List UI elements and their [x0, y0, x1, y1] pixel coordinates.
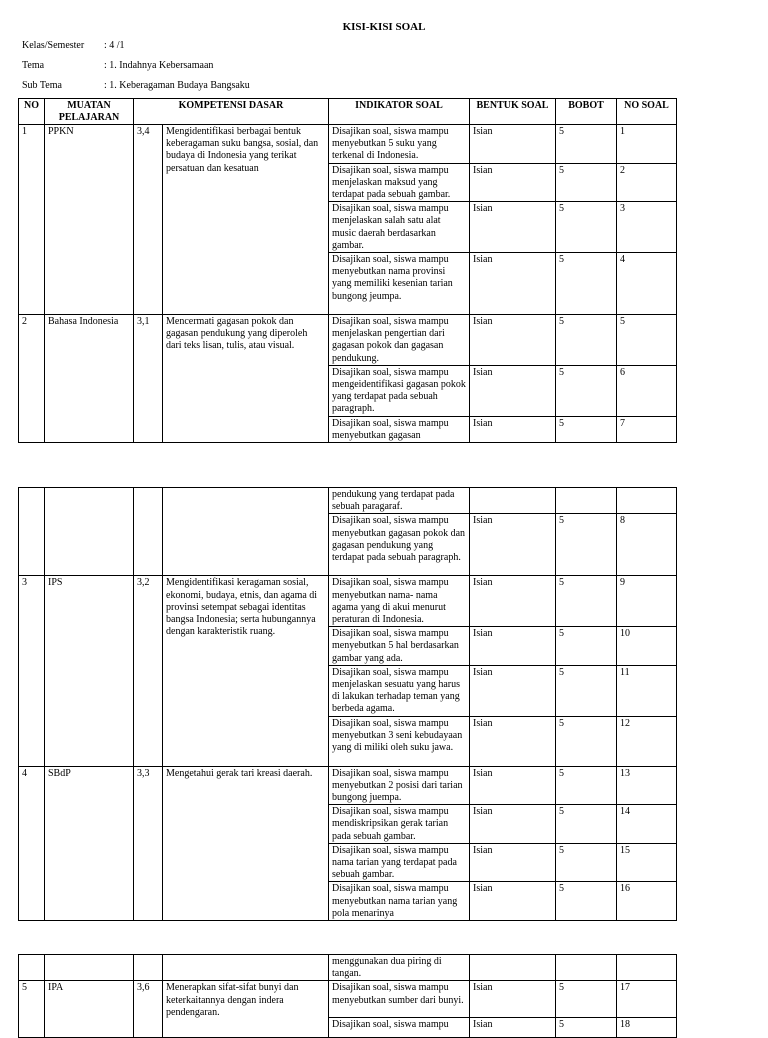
cell-no-soal: 15 — [617, 843, 677, 882]
cell-no-soal: 11 — [617, 665, 677, 716]
cell-indikator-soal: Disajikan soal, siswa mampu — [329, 1018, 470, 1038]
cell-no — [19, 955, 45, 981]
header-kompetensi-dasar: KOMPETENSI DASAR — [134, 99, 329, 125]
cell-bentuk-soal: Isian — [470, 253, 556, 315]
meta-value: : 4 /1 — [104, 40, 125, 51]
kisi-kisi-table-part-2 — [18, 487, 677, 921]
cell-indikator-soal: Disajikan soal, siswa mampu menjelaskan sesuatu yang harus di lakukan terhadap teman yang berbeda agama. — [329, 665, 470, 716]
meta-kelas-semester — [22, 40, 125, 52]
header-muatan-pelajaran — [45, 99, 134, 125]
cell-bentuk-soal: Isian — [470, 315, 556, 366]
cell-bobot: 5 — [556, 843, 617, 882]
cell-indikator-soal: Disajikan soal, siswa mampu menjelaskan pengertian dari gagasan pokok dan gagasan pendukung. — [329, 315, 470, 366]
cell-bobot: 5 — [556, 716, 617, 766]
table-row — [19, 315, 677, 366]
cell-indikator-soal: Disajikan soal, siswa mampu menyebutkan 3 seni kebudayaan yang di miliki oleh suku jawa. — [329, 716, 470, 766]
cell-no-soal: 2 — [617, 163, 677, 202]
cell-indikator-soal: Disajikan soal, siswa mampu mendiskripsikan gerak tarian pada sebuah gambar. — [329, 805, 470, 844]
cell-bobot: 5 — [556, 315, 617, 366]
cell-kd-number: 3,6 — [134, 981, 163, 1038]
header-no: NO — [19, 99, 45, 125]
cell-indikator-soal: Disajikan soal, siswa mampu nama tarian yang terdapat pada sebuah gambar. — [329, 843, 470, 882]
cell-indikator-soal: Disajikan soal, siswa mampu menyebutkan nama- nama agama yang di akui menurut peraturan di Indonesia. — [329, 576, 470, 627]
cell-no: 2 — [19, 315, 45, 443]
cell-kd-number: 3,4 — [134, 125, 163, 315]
cell-indikator-soal: Disajikan soal, siswa mampu menyebutkan sumber dari bunyi. — [329, 981, 470, 1018]
document-title: KISI-KISI SOAL — [342, 21, 426, 33]
cell-bentuk-soal: Isian — [470, 843, 556, 882]
header-muatan-line-1: MUATAN — [67, 100, 111, 111]
cell-bobot: 5 — [556, 882, 617, 921]
cell-no: 1 — [19, 125, 45, 315]
cell-indikator-soal: Disajikan soal, siswa mampu menyebutkan 5 hal berdasarkan gambar yang ada. — [329, 627, 470, 666]
header-no-soal: NO SOAL — [617, 99, 677, 125]
cell-muatan-pelajaran — [45, 488, 134, 576]
cell-no-soal: 18 — [617, 1018, 677, 1038]
cell-bobot: 5 — [556, 163, 617, 202]
cell-bobot: 5 — [556, 125, 617, 164]
table-body — [19, 488, 677, 921]
cell-bobot: 5 — [556, 627, 617, 666]
table-header-row — [19, 99, 677, 125]
cell-kd-number: 3,1 — [134, 315, 163, 443]
table-row — [19, 766, 677, 805]
cell-bobot: 5 — [556, 1018, 617, 1038]
meta-tema — [22, 60, 213, 72]
cell-indikator-soal: Disajikan soal, siswa mampu menyebutkan gagasan pokok dan gagasan pendukung yang terdapat pada sebuah paragraph. — [329, 514, 470, 576]
cell-bentuk-soal: Isian — [470, 416, 556, 442]
cell-bentuk-soal: Isian — [470, 514, 556, 576]
cell-bentuk-soal: Isian — [470, 981, 556, 1018]
cell-muatan-pelajaran: PPKN — [45, 125, 134, 315]
cell-bobot: 5 — [556, 416, 617, 442]
header-muatan-line-2: PELAJARAN — [58, 111, 120, 123]
cell-muatan-pelajaran: IPA — [45, 981, 134, 1038]
cell-no-soal: 14 — [617, 805, 677, 844]
cell-no-soal: 13 — [617, 766, 677, 805]
cell-indikator-soal: pendukung yang terdapat pada sebuah paragaraf. — [329, 488, 470, 514]
cell-bobot: 5 — [556, 805, 617, 844]
cell-bobot: 5 — [556, 514, 617, 576]
meta-value: : 1. Keberagaman Budaya Bangsaku — [104, 80, 250, 91]
header-indikator-soal: INDIKATOR SOAL — [329, 99, 470, 125]
cell-bentuk-soal — [470, 488, 556, 514]
cell-kompetensi-dasar: Mengidentifikasi berbagai bentuk keberagaman suku bangsa, sosial, dan budaya di Indonesia yang terikat persatuan dan kesatuan — [163, 125, 329, 315]
cell-kd-number — [134, 488, 163, 576]
cell-bentuk-soal: Isian — [470, 627, 556, 666]
meta-value: : 1. Indahnya Kebersamaan — [104, 60, 214, 71]
cell-indikator-soal: Disajikan soal, siswa mampu mengeidentifikasi gagasan pokok yang terdapat pada sebuah paragraph. — [329, 365, 470, 416]
cell-no-soal: 3 — [617, 202, 677, 253]
cell-bobot: 5 — [556, 665, 617, 716]
header-bentuk-soal: BENTUK SOAL — [470, 99, 556, 125]
cell-no-soal: 7 — [617, 416, 677, 442]
cell-kompetensi-dasar — [163, 955, 329, 981]
cell-bentuk-soal: Isian — [470, 163, 556, 202]
cell-bobot: 5 — [556, 981, 617, 1018]
cell-indikator-soal: Disajikan soal, siswa mampu menyebutkan 2 posisi dari tarian bungong juempa. — [329, 766, 470, 805]
cell-kompetensi-dasar: Menerapkan sifat-sifat bunyi dan keterkaitannya dengan indera pendengaran. — [163, 981, 329, 1038]
table-body — [19, 955, 677, 1038]
cell-bentuk-soal: Isian — [470, 805, 556, 844]
table-row — [19, 576, 677, 627]
cell-bobot — [556, 488, 617, 514]
cell-kd-number: 3,3 — [134, 766, 163, 920]
cell-no-soal: 16 — [617, 882, 677, 921]
table-body — [19, 125, 677, 443]
cell-no-soal: 12 — [617, 716, 677, 766]
cell-kompetensi-dasar: Mengetahui gerak tari kreasi daerah. — [163, 766, 329, 920]
cell-bentuk-soal: Isian — [470, 665, 556, 716]
meta-label: Sub Tema — [22, 80, 62, 91]
table-row — [19, 981, 677, 1018]
cell-muatan-pelajaran — [45, 955, 134, 981]
cell-no-soal: 9 — [617, 576, 677, 627]
cell-muatan-pelajaran: SBdP — [45, 766, 134, 920]
cell-bobot: 5 — [556, 576, 617, 627]
cell-kompetensi-dasar — [163, 488, 329, 576]
cell-kompetensi-dasar: Mencermati gagasan pokok dan gagasan pendukung yang diperoleh dari teks lisan, tulis, atau visual. — [163, 315, 329, 443]
cell-indikator-soal: Disajikan soal, siswa mampu menyebutkan nama provinsi yang memiliki kesenian tarian bungong jeumpa. — [329, 253, 470, 315]
cell-kompetensi-dasar: Mengidentifikasi keragaman sosial, ekonomi, budaya, etnis, dan agama di provinsi setempat sebagai identitas bangsa Indonesia; serta hubungannya dengan karakteristik ruang. — [163, 576, 329, 766]
cell-no-soal — [617, 488, 677, 514]
cell-bentuk-soal: Isian — [470, 202, 556, 253]
header-bobot: BOBOT — [556, 99, 617, 125]
cell-indikator-soal: Disajikan soal, siswa mampu menyebutkan nama tarian yang pola menarinya — [329, 882, 470, 921]
cell-no: 3 — [19, 576, 45, 766]
cell-indikator-soal: Disajikan soal, siswa mampu menyebutkan gagasan — [329, 416, 470, 442]
cell-indikator-soal: Disajikan soal, siswa mampu menjelaskan salah satu alat music daerah berdasarkan gambar. — [329, 202, 470, 253]
cell-no-soal: 5 — [617, 315, 677, 366]
cell-bentuk-soal: Isian — [470, 882, 556, 921]
meta-sub-tema — [22, 80, 250, 92]
cell-no-soal — [617, 955, 677, 981]
table-row — [19, 125, 677, 164]
table-row — [19, 488, 677, 514]
meta-label: Kelas/Semester — [22, 40, 85, 51]
cell-no-soal: 6 — [617, 365, 677, 416]
cell-no-soal: 17 — [617, 981, 677, 1018]
cell-indikator-soal: Disajikan soal, siswa mampu menyebutkan 5 suku yang terkenal di Indonesia. — [329, 125, 470, 164]
cell-no-soal: 4 — [617, 253, 677, 315]
cell-bentuk-soal: Isian — [470, 365, 556, 416]
cell-no — [19, 488, 45, 576]
cell-kd-number: 3,2 — [134, 576, 163, 766]
cell-bobot: 5 — [556, 202, 617, 253]
table-row — [19, 955, 677, 981]
cell-bobot: 5 — [556, 253, 617, 315]
cell-muatan-pelajaran: Bahasa Indonesia — [45, 315, 134, 443]
cell-bentuk-soal: Isian — [470, 1018, 556, 1038]
cell-bentuk-soal — [470, 955, 556, 981]
cell-no-soal: 1 — [617, 125, 677, 164]
cell-no: 4 — [19, 766, 45, 920]
cell-indikator-soal: menggunakan dua piring di tangan. — [329, 955, 470, 981]
cell-no-soal: 8 — [617, 514, 677, 576]
cell-bentuk-soal: Isian — [470, 576, 556, 627]
cell-bentuk-soal: Isian — [470, 766, 556, 805]
cell-no: 5 — [19, 981, 45, 1038]
cell-bobot: 5 — [556, 365, 617, 416]
kisi-kisi-table-part-3 — [18, 954, 677, 1038]
cell-muatan-pelajaran: IPS — [45, 576, 134, 766]
cell-bentuk-soal: Isian — [470, 125, 556, 164]
cell-kd-number — [134, 955, 163, 981]
cell-indikator-soal: Disajikan soal, siswa mampu menjelaskan maksud yang terdapat pada sebuah gambar. — [329, 163, 470, 202]
cell-bentuk-soal: Isian — [470, 716, 556, 766]
cell-bobot: 5 — [556, 766, 617, 805]
meta-label: Tema — [22, 60, 45, 71]
cell-no-soal: 10 — [617, 627, 677, 666]
cell-bobot — [556, 955, 617, 981]
kisi-kisi-table-part-1 — [18, 98, 677, 443]
